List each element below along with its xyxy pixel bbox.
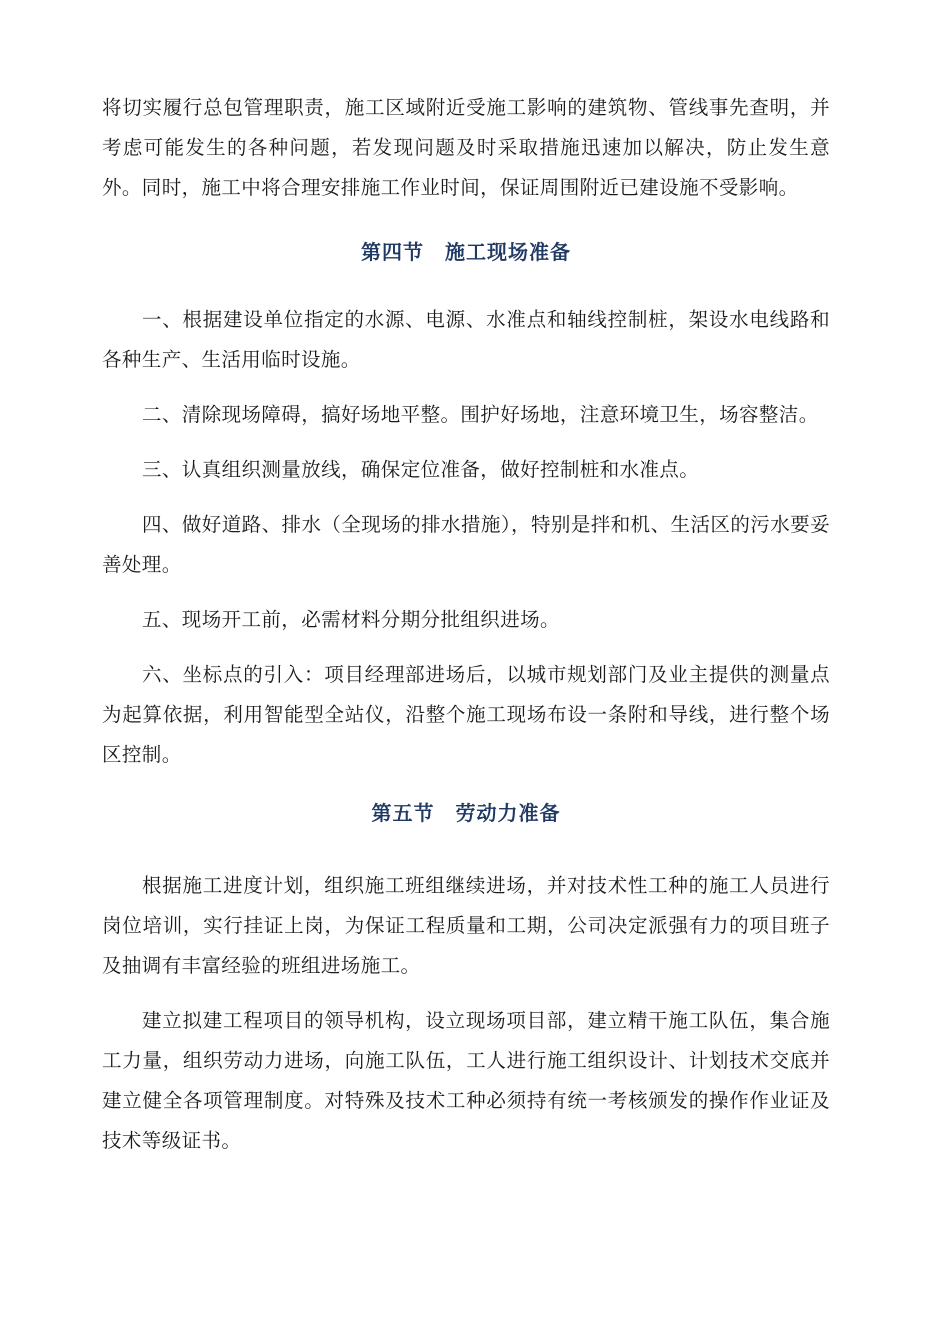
document-page bbox=[102, 88, 830, 1161]
section-4-item-1: 一、根据建设单位指定的水源、电源、水准点和轴线控制桩，架设水电线路和各种生产、生活用临时设施。 bbox=[102, 308, 830, 371]
section-4-item-5: 五、现场开工前，必需材料分期分批组织进场。 bbox=[142, 608, 560, 631]
section-4-heading: 第四节 施工现场准备 bbox=[361, 240, 571, 264]
section-5-paragraph-1: 根据施工进度计划，组织施工班组继续进场，并对技术性工种的施工人员进行岗位培训，实行挂证上岗，为保证工程质量和工期，公司决定派强有力的项目班子及抽调有丰富经验的班组进场施工。 bbox=[102, 874, 830, 977]
intro-paragraph: 将切实履行总包管理职责，施工区域附近受施工影响的建筑物、管线事先查明，并考虑可能发生的各种问题，若发现问题及时采取措施迅速加以解决，防止发生意外。同时，施工中将合理安排施工作业时间，保证周围附近已建设施不受影响。 bbox=[102, 96, 830, 199]
section-4-item-2: 二、清除现场障碍，搞好场地平整。围护好场地，注意环境卫生，场容整洁。 bbox=[142, 403, 819, 426]
section-4-item-3: 三、认真组织测量放线，确保定位准备，做好控制桩和水准点。 bbox=[142, 458, 700, 481]
section-4-item-4: 四、做好道路、排水（全现场的排水措施），特别是拌和机、生活区的污水要妥善处理。 bbox=[102, 513, 830, 576]
section-5-paragraph-2: 建立拟建工程项目的领导机构，设立现场项目部，建立精干施工队伍，集合施工力量，组织劳动力进场，向施工队伍，工人进行施工组织设计、计划技术交底并建立健全各项管理制度。对特殊及技术工种必须持有统一考核颁发的操作作业证及技术等级证书。 bbox=[102, 1009, 830, 1152]
section-4-item-6: 六、坐标点的引入：项目经理部进场后，以城市规划部门及业主提供的测量点为起算依据，利用智能型全站仪，沿整个施工现场布设一条附和导线，进行整个场区控制。 bbox=[102, 663, 830, 766]
section-5-heading: 第五节 劳动力准备 bbox=[371, 801, 561, 825]
